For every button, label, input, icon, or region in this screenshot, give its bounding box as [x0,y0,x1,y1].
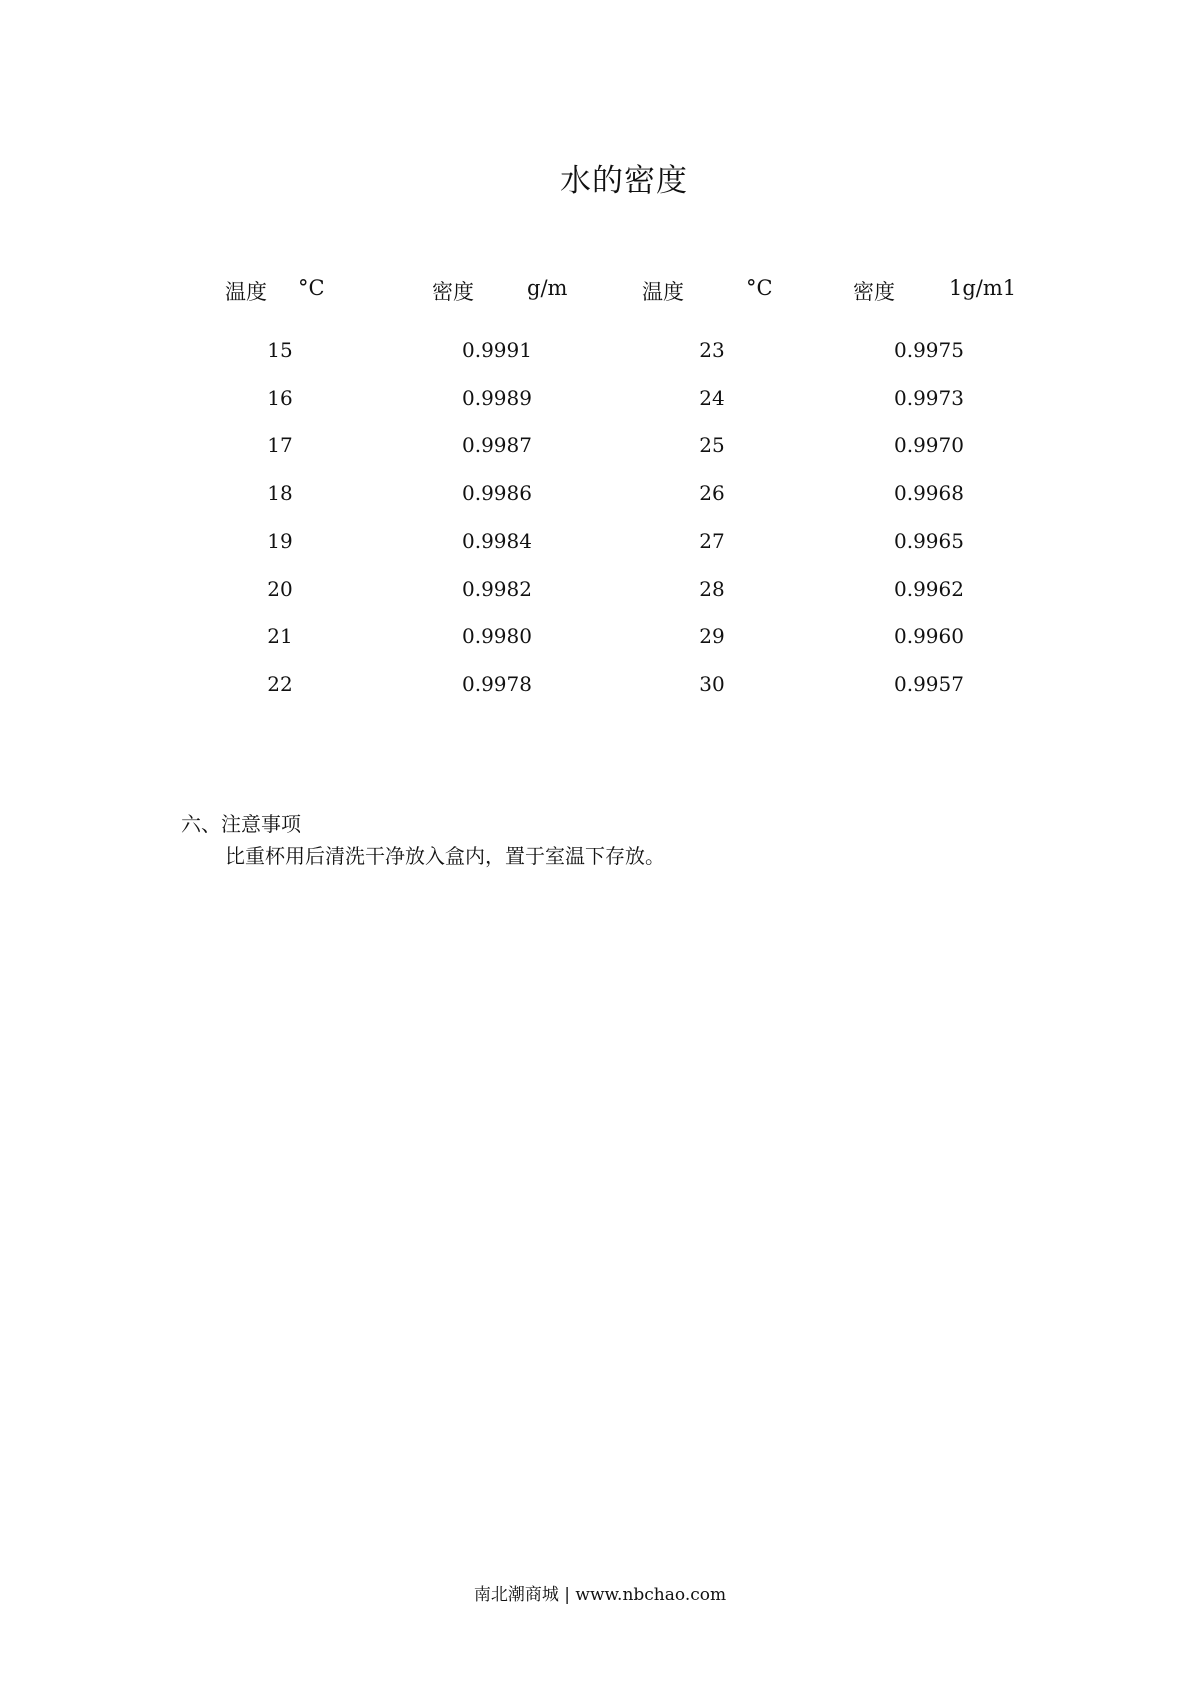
temperature-cell: 24 [699,386,725,410]
density-cell: 0.9973 [894,386,964,410]
density-cell: 0.9986 [462,481,532,505]
section-heading: 六、注意事项 [181,812,301,836]
density-cell: 0.9960 [894,624,964,648]
header-unit-density-1: g/m [527,276,568,300]
density-cell: 0.9957 [894,672,964,696]
density-cell: 0.9980 [462,624,532,648]
density-cell: 0.9982 [462,577,532,601]
temperature-cell: 26 [699,481,725,505]
density-cell: 0.9975 [894,338,964,362]
density-cell: 0.9962 [894,577,964,601]
header-density-2: 密度 [853,280,895,304]
temperature-cell: 19 [267,529,293,553]
temperature-cell: 27 [699,529,725,553]
density-cell: 0.9970 [894,433,964,457]
temperature-cell: 29 [699,624,725,648]
header-temperature-1: 温度 [225,280,267,304]
header-temperature-2: 温度 [642,280,684,304]
temperature-cell: 18 [267,481,293,505]
density-cell: 0.9987 [462,433,532,457]
temperature-cell: 20 [267,577,293,601]
temperature-cell: 16 [267,386,293,410]
header-unit-celsius-2: °C [746,276,773,300]
temperature-cell: 15 [267,338,293,362]
temperature-cell: 23 [699,338,725,362]
page-title: 水的密度 [560,163,688,199]
temperature-cell: 28 [699,577,725,601]
temperature-cell: 22 [267,672,293,696]
temperature-cell: 25 [699,433,725,457]
density-cell: 0.9968 [894,481,964,505]
header-unit-density-2: 1g/m1 [949,276,1017,300]
header-unit-celsius-1: °C [298,276,325,300]
density-cell: 0.9991 [462,338,532,362]
density-cell: 0.9978 [462,672,532,696]
temperature-cell: 17 [267,433,293,457]
notes-paragraph: 比重杯用后清洗干净放入盒内，置于室温下存放。 [225,844,665,868]
temperature-cell: 21 [267,624,293,648]
footer-text: 南北潮商城 | www.nbchao.com [473,1585,727,1605]
density-cell: 0.9984 [462,529,532,553]
density-cell: 0.9989 [462,386,532,410]
header-density-1: 密度 [432,280,474,304]
temperature-cell: 30 [699,672,725,696]
density-cell: 0.9965 [894,529,964,553]
